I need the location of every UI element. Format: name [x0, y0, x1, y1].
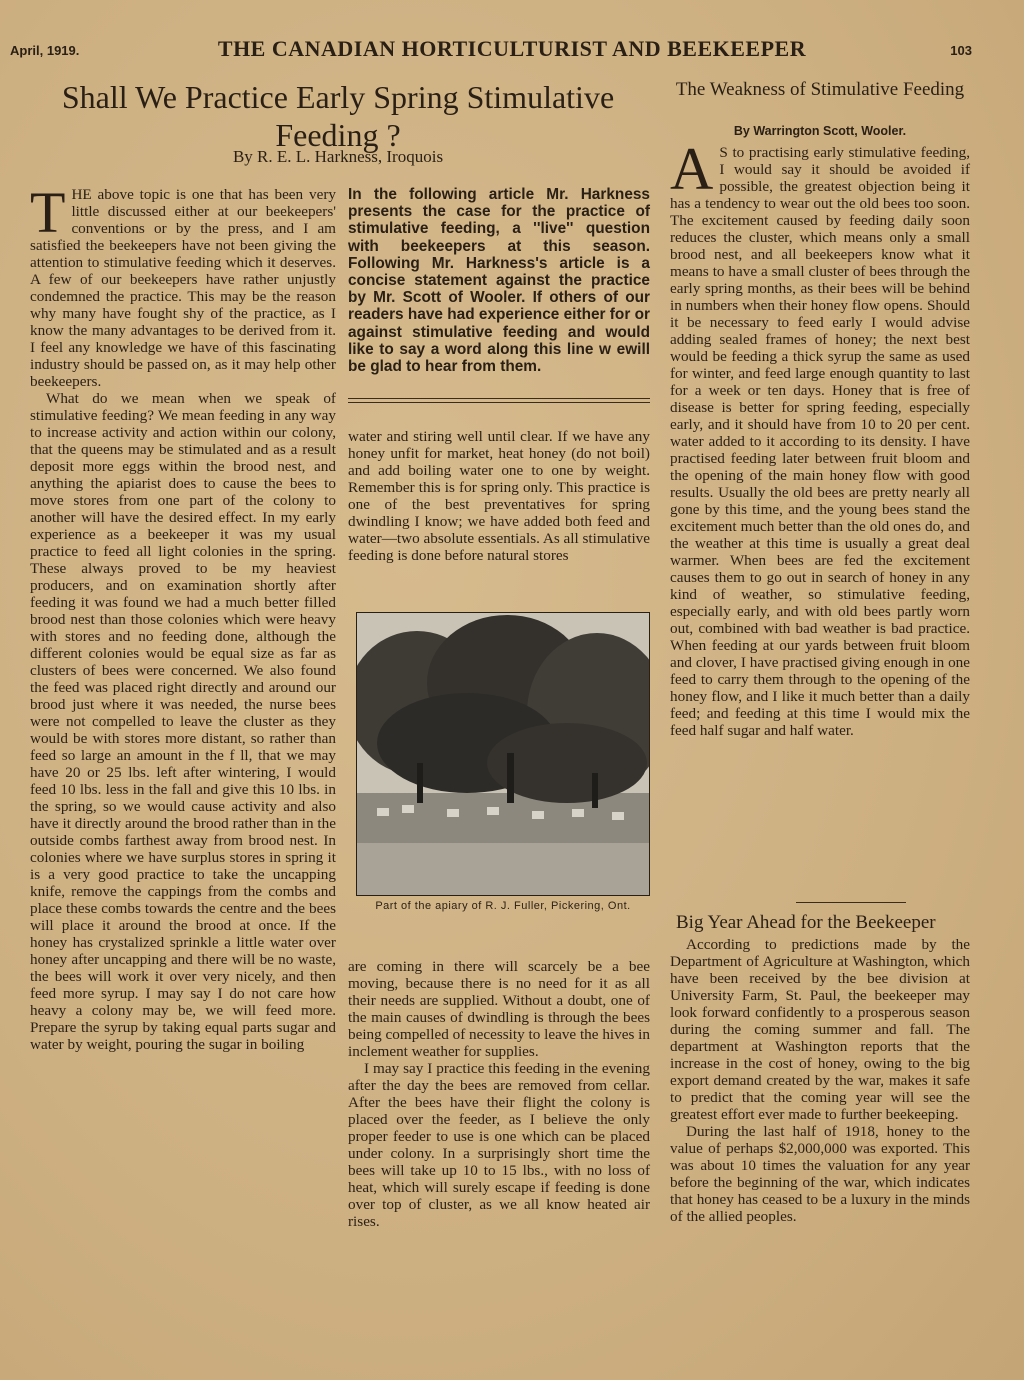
article3-paragraph: According to predictions made by the Department of Agriculture at Washington, which have been received by the bee division at University Farm, St. Paul, the beekeeper may look forward confidently to a prosperous season during the coming summer and fall. The department at Washington reports that the increase in the cost of honey, owing to the big export demand created by the war, makes it safe to predict that the coming year will see the greatest effort ever made to further beekeeping. — [670, 936, 970, 1123]
issue-date: April, 1919. — [10, 43, 80, 58]
paragraph-text: S to practising early stimulative feeding, I would say it should be avoided if possible, the greatest objection being it has a tendency to wear out the old bees too soon. The excitement caused by feeding daily soon reduces the cluster, which means only a small brood nest, and all beekeepers know what it means to have a small cluster of bees through the early spring months, as their bees will be behind in numbers when their honey flow opens. Should it be necessary to feed early I would advise adding sealed frames of honey; the next best would be feeding a thick syrup the same as used for winter, and feed large enough quantity to last for a week or ten days. Honey that is free of disease is better for spring feeding, especially early, and it should have from 10 to 20 per cent. water added to it according to its density. I have practised feeding later between fruit bloom and the opening of the main honey flow with good results. Usually the old bees are pretty nearly all gone by this time, and the young bees stand the excitement much better than the old ones do, and the weather at this time is usually a great deal warmer. When bees are fed the excitement causes them to go out in search of honey in any kind of weather, so stimulative feeding, especially early, and with old bees partly worn out, combined with bad weather is bad practice. When feeding at our yards between fruit bloom and clover, I have practised giving enough in one feed to carry them through to the opening of the honey flow, and I like it much better than a daily feed; and feeding at this time I would mix the feed half sugar and half water. — [670, 144, 970, 739]
article1-paragraph: are coming in there will scarcely be a bee moving, because there is no need for it as all their needs are supplied. Without a doubt, one of the main causes of dwindling is through the bees being compelled of necessity to leave the hives in inclement weather for supplies. — [348, 958, 650, 1060]
running-header — [0, 36, 1024, 66]
editor-note: In the following article Mr. Harkness presents the case for the practice of stimulative feeding, a ''live'' question with beekeepers at this season. Following Mr. Harkness's article is a concise statement against the practice by Mr. Scott of Wooler. If others of our readers have had experience either for or against stimulative feeding and would like to say a word along this line w ewill be glad to hear from them. — [348, 186, 650, 376]
article1-paragraph: water and stiring well until clear. If we have any honey unfit for market, heat honey (do not boil) and add boiling water one to one by weight. Remember this is for spring only. This practice is one of the best preventatives for spring dwindling I know; we have added both feed and water—two absolute essentials. As all stimulative feeding is done before natural stores — [348, 428, 651, 564]
apiary-photo — [356, 612, 650, 896]
apiary-photo-illustration — [357, 613, 649, 895]
divider-rule — [348, 398, 650, 399]
article1-paragraph — [30, 180, 336, 390]
journal-title: THE CANADIAN HORTICULTURIST AND BEEKEEPER — [217, 36, 807, 61]
page-number: 103 — [950, 43, 972, 58]
article2-body — [670, 136, 970, 739]
article1-title: Shall We Practice Early Spring Stimulative Feeding ? — [61, 79, 615, 153]
paragraph-text: HE above topic is one that has been very little discussed either at our beekeepers' conventions or by the press, and I am satisfied the beekeepers have not been giving the attention to stimulative feeding which it deserves. A few of our beekeepers have rather unjustly condemned the practice. This may be the reason why many have fought shy of the practice, as I know the many advantages to be derived from it. I feel any knowledge we have of this fascinating industry should be passed on, as it may help other beekeepers. — [30, 186, 336, 390]
photo-caption: Part of the apiary of R. J. Fuller, Pickering, Ont. — [375, 900, 631, 912]
article1-column-2-top — [348, 428, 650, 564]
article3-title: Big Year Ahead for the Beekeeper — [676, 912, 936, 933]
article1-paragraph: I may say I practice this feeding in the evening after the day the bees are removed from cellar. After the bees have their flight the colony is placed over the feeder, as I believe the only proper feeder to use is one which can be placed under colony. In a surprisingly short time the bees will take up 10 to 15 lbs., with no loss of heat, which will surely escape if feeding is done over top of cluster, as we all know heated air rises. — [348, 1060, 650, 1230]
article1-column-2-bottom — [348, 958, 650, 1230]
article2-paragraph — [670, 136, 970, 739]
article2-title: The Weakness of Stimulative Feeding — [675, 79, 965, 100]
divider-rule — [348, 402, 650, 403]
article1-column-1 — [30, 180, 336, 1053]
article2-byline: By Warrington Scott, Wooler. — [733, 124, 907, 138]
article3-paragraph: During the last half of 1918, honey to the value of perhaps $2,000,000 was exported. This was about 10 times the valuation for any year before the beginning of the war, which indicates that honey has ceased to be a luxury in the minds of the allied peoples. — [670, 1123, 970, 1225]
drop-cap: T — [30, 180, 66, 245]
article1-paragraph: What do we mean when we speak of stimulative feeding? We mean feeding in any way to increase activity and action within our colony, that the queens may be stimulated and as a result deposit more eggs within the brood nest, and anything the apiarist does to cause the bees to move stores from one part of the colony to another will have the desired effect. In my early experience as a beekeeper it was my usual practice to feed all light colonies in the spring. These always proved to be my heaviest producers, and on examination shortly after feeding it was found we had a much better filled brood nest than those colonies which were heavy with stores and no feeding done, although the different colonies would be equal size as far as clusters of bees were concerned. We also found the feed was placed right directly and around our brood just where it was needed, the nurse bees were not compelled to leave the cluster as they would be with stores more distant, so rather than feed so large an amount in the f ll, that we may have 20 or 25 lbs. left after wintering, I would feed 10 lbs. less in the fall and give this 10 lbs. in the spring, so we would cause activity and also have it directly around the brood rather than in the outside combs farthest away from brood nest. In colonies where we have surplus stores in spring it is a very good practice to take the uncapping knife, remove the cappings from the combs and place these combs towards the centre and the bees will place it around the brood at once. If the honey has crystalized sprinkle a little water over honey after uncapping and there will be no waste, the bees will work it over very nicely, and then feed more syrup. I may say I do not care how heavy a colony may be, we will feed more. Prepare the syrup by taking equal parts sugar and water by weight, pouring the sugar in boiling — [30, 390, 336, 1053]
drop-cap: A — [670, 136, 714, 202]
article3-body — [670, 936, 970, 1225]
article1-byline: By R. E. L. Harkness, Iroquois — [232, 147, 444, 166]
divider-rule — [796, 902, 906, 903]
